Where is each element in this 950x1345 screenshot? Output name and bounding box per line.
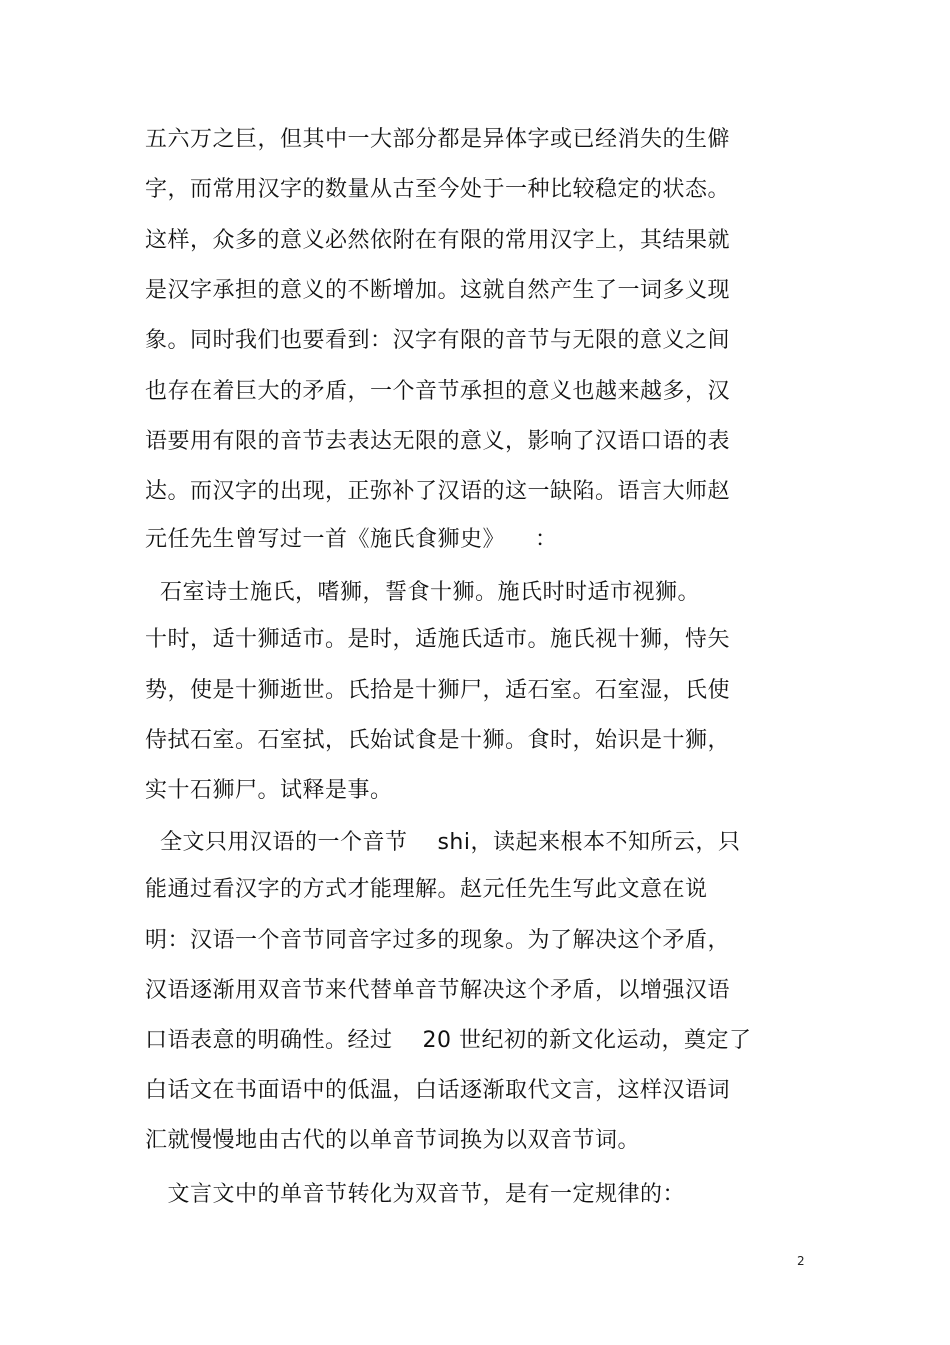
text-line: 字，而常用汉字的数量从古至今处于一种比较稳定的状态。: [145, 177, 731, 202]
text-line: 全文只用汉语的一个音节 shi，读起来根本不知所云，只: [145, 830, 741, 855]
text-line: 汇就慢慢地由古代的以单音节词换为以双音节词。: [145, 1128, 641, 1153]
text-line: 象。同时我们也要看到：汉字有限的音节与无限的意义之间: [145, 328, 731, 353]
text-line: 文言文中的单音节转化为双音节，是有一定规律的：: [145, 1182, 685, 1207]
text-line: 语要用有限的音节去表达无限的意义，影响了汉语口语的表: [145, 429, 731, 454]
page-number: 2: [797, 1254, 805, 1268]
text-line: 元任先生曾写过一首《施氏食狮史》 ：: [145, 527, 558, 552]
poem-line: 势，使是十狮逝世。氏拾是十狮尸，适石室。石室湿，氏使: [145, 678, 731, 703]
poem-line: 侍拭石室。石室拭，氏始试食是十狮。食时，始识是十狮，: [145, 728, 731, 753]
text-line: 能通过看汉字的方式才能理解。赵元任先生写此文意在说: [145, 877, 708, 902]
text-line: 也存在着巨大的矛盾，一个音节承担的意义也越来越多，汉: [145, 379, 731, 404]
poem-line: 十时，适十狮适市。是时，适施氏适市。施氏视十狮，恃矢: [145, 627, 731, 652]
poem-line: 石室诗士施氏，嗜狮，誓食十狮。施氏时时适市视狮。: [145, 580, 700, 605]
text-line: 汉语逐渐用双音节来代替单音节解决这个矛盾，以增强汉语: [145, 978, 731, 1003]
poem-line: 实十石狮尸。试释是事。: [145, 778, 393, 803]
text-line: 达。而汉字的出现，正弥补了汉语的这一缺陷。语言大师赵: [145, 479, 731, 504]
text-line: 明：汉语一个音节同音字过多的现象。为了解决这个矛盾，: [145, 928, 731, 953]
text-line: 白话文在书面语中的低温，白话逐渐取代文言，这样汉语词: [145, 1078, 731, 1103]
text-line: 这样，众多的意义必然依附在有限的常用汉字上，其结果就: [145, 228, 731, 253]
text-line: 五六万之巨，但其中一大部分都是异体字或已经消失的生僻: [145, 127, 731, 152]
text-line: 是汉字承担的意义的不断增加。这就自然产生了一词多义现: [145, 278, 731, 303]
text-line: 口语表意的明确性。经过 20 世纪初的新文化运动，奠定了: [145, 1028, 752, 1053]
